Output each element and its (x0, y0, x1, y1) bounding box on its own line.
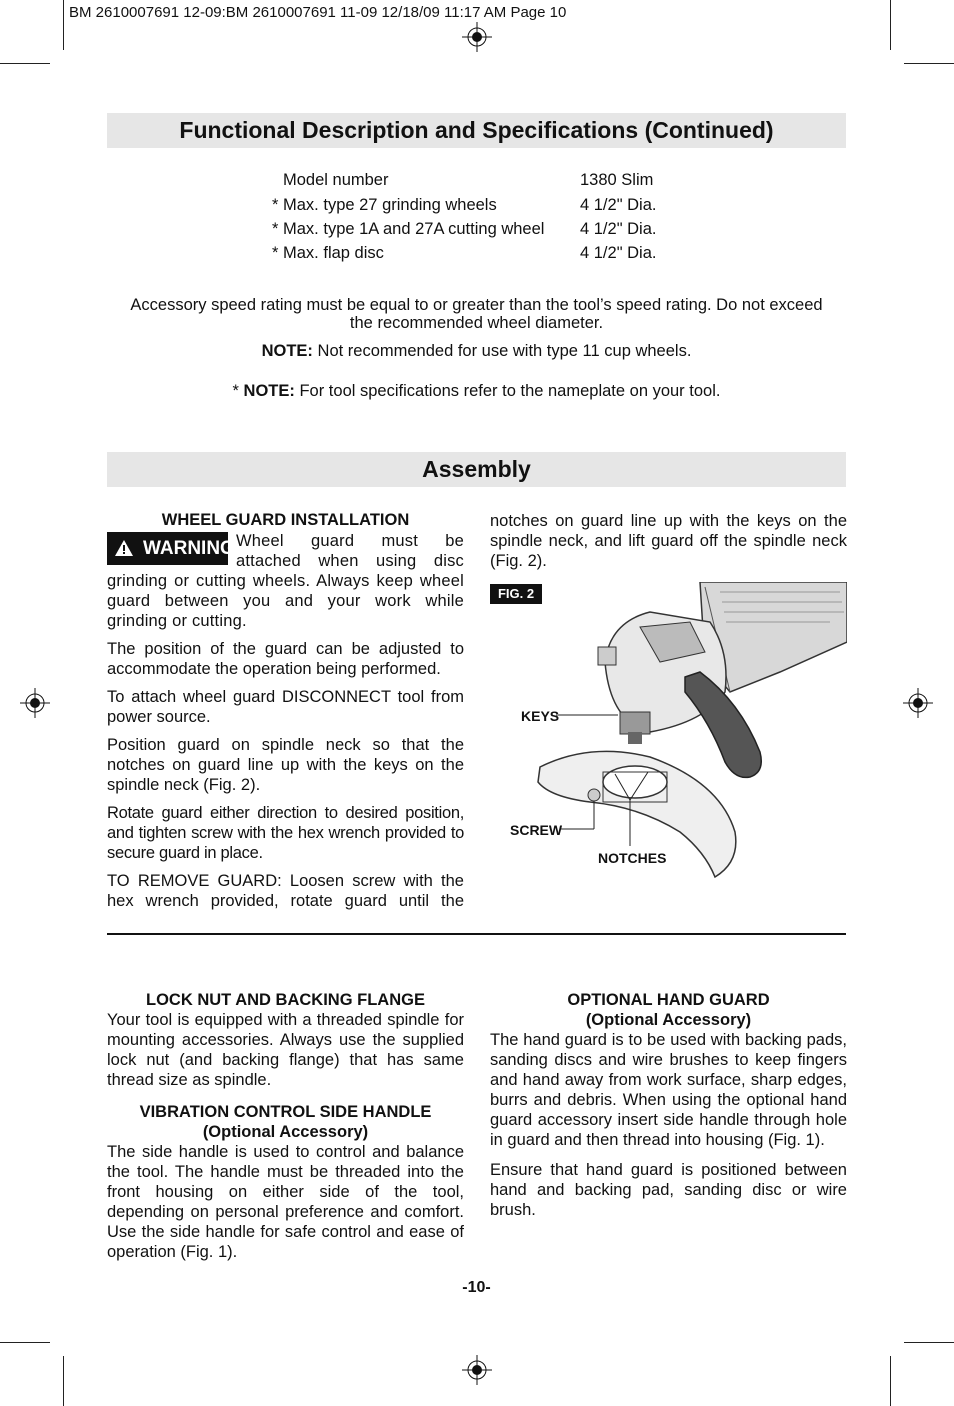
right-continuation-text: notches on guard line up with the keys on the spindle neck, and lift guard off the spindle neck (Fig. 2). (490, 512, 847, 570)
warning-text: Wheel guard must be attached when using disc grinding or cutting wheels. Always keep wheel guard between you and your work while grinding or cutting. (107, 532, 464, 630)
spec-row: * Max. type 1A and 27A cutting wheel (272, 220, 545, 238)
registration-mark-icon (903, 688, 933, 718)
page-number: -10- (462, 1279, 491, 1296)
hand-guard-subheading: (Optional Accessory) (585, 1011, 752, 1029)
callout-notches: NOTCHES (598, 850, 667, 866)
wheel-guard-paragraphs (107, 639, 464, 919)
left-column-lower (107, 990, 464, 1270)
paragraph: To attach wheel guard DISCONNECT tool from power source. (107, 688, 464, 726)
section-divider (107, 933, 846, 935)
lock-nut-heading: LOCK NUT AND BACKING FLANGE (146, 991, 425, 1009)
section-title-assembly: Assembly (107, 452, 846, 487)
registration-mark-icon (462, 1355, 492, 1385)
paragraph: The position of the guard can be adjusted to accommodate the operation being performed. (107, 640, 464, 678)
right-column-lower (490, 990, 847, 1228)
warning-badge: WARNING (107, 532, 228, 565)
paragraph: TO REMOVE GUARD: Loosen screw with the hex wrench provided, rotate guard until the (107, 872, 464, 910)
hand-guard-text: The hand guard is to be used with backing pads, sanding discs and wire brushes to keep fingers and hand away from work surface, sharp edges, burrs and debris. When using the optional hand guard accessory insert side handle through hole in guard and then thread into housing (Fig. 1). (490, 1031, 847, 1149)
hand-guard-heading: OPTIONAL HAND GUARD (567, 991, 770, 1009)
wheel-guard-heading: WHEEL GUARD INSTALLATION (161, 511, 410, 529)
callout-screw: SCREW (510, 822, 563, 838)
spec-value: 1380 Slim (580, 171, 654, 189)
spec-row: Model number (283, 171, 389, 189)
note-cup-wheels: NOTE: Not recommended for use with type 11 cup wheels. (261, 342, 692, 360)
accessory-speed-text: Accessory speed rating must be equal to or greater than the tool’s speed rating. Do not exceed the recommended wheel diameter. (130, 296, 823, 332)
paragraph: Rotate guard either direction to desired position, and tighten screw with the hex wrench provided to secure guard in place. (107, 804, 464, 862)
paragraph: Position guard on spindle neck so that the notches on guard line up with the keys on the spindle neck (Fig. 2). (107, 736, 464, 794)
note-nameplate: * NOTE: For tool specifications refer to the nameplate on your tool. (232, 382, 721, 400)
registration-mark-icon (20, 688, 50, 718)
lock-nut-text: Your tool is equipped with a threaded spindle for mounting accessories. Always use the supplied lock nut (and backing flange) that has same thread size as spindle. (107, 1011, 464, 1089)
vibration-text: The side handle is used to control and balance the tool. The handle must be threaded into the front housing on either side of the tool, depending on personal preference and comfort. Use the side handle for safe control and ease of operation (Fig. 1). (107, 1143, 464, 1261)
print-slug: BM 2610007691 12-09:BM 2610007691 11-09 12/18/09 11:17 AM Page 10 (69, 4, 567, 21)
hand-guard-text: Ensure that hand guard is positioned between hand and backing pad, sanding disc or wire brush. (490, 1161, 847, 1219)
spec-row: * Max. flap disc (272, 244, 384, 262)
spec-value: 4 1/2" Dia. (580, 244, 657, 262)
figure-label: FIG. 2 (490, 584, 542, 604)
spec-row: * Max. type 27 grinding wheels (272, 196, 497, 214)
callout-keys: KEYS (521, 708, 560, 724)
vibration-heading: VIBRATION CONTROL SIDE HANDLE (139, 1103, 432, 1121)
vibration-subheading: (Optional Accessory) (202, 1123, 369, 1141)
spec-value: 4 1/2" Dia. (580, 220, 657, 238)
section-title-specifications: Functional Description and Specifications (Continued) (107, 113, 846, 148)
spec-value: 4 1/2" Dia. (580, 196, 657, 214)
registration-mark-icon (462, 22, 492, 52)
